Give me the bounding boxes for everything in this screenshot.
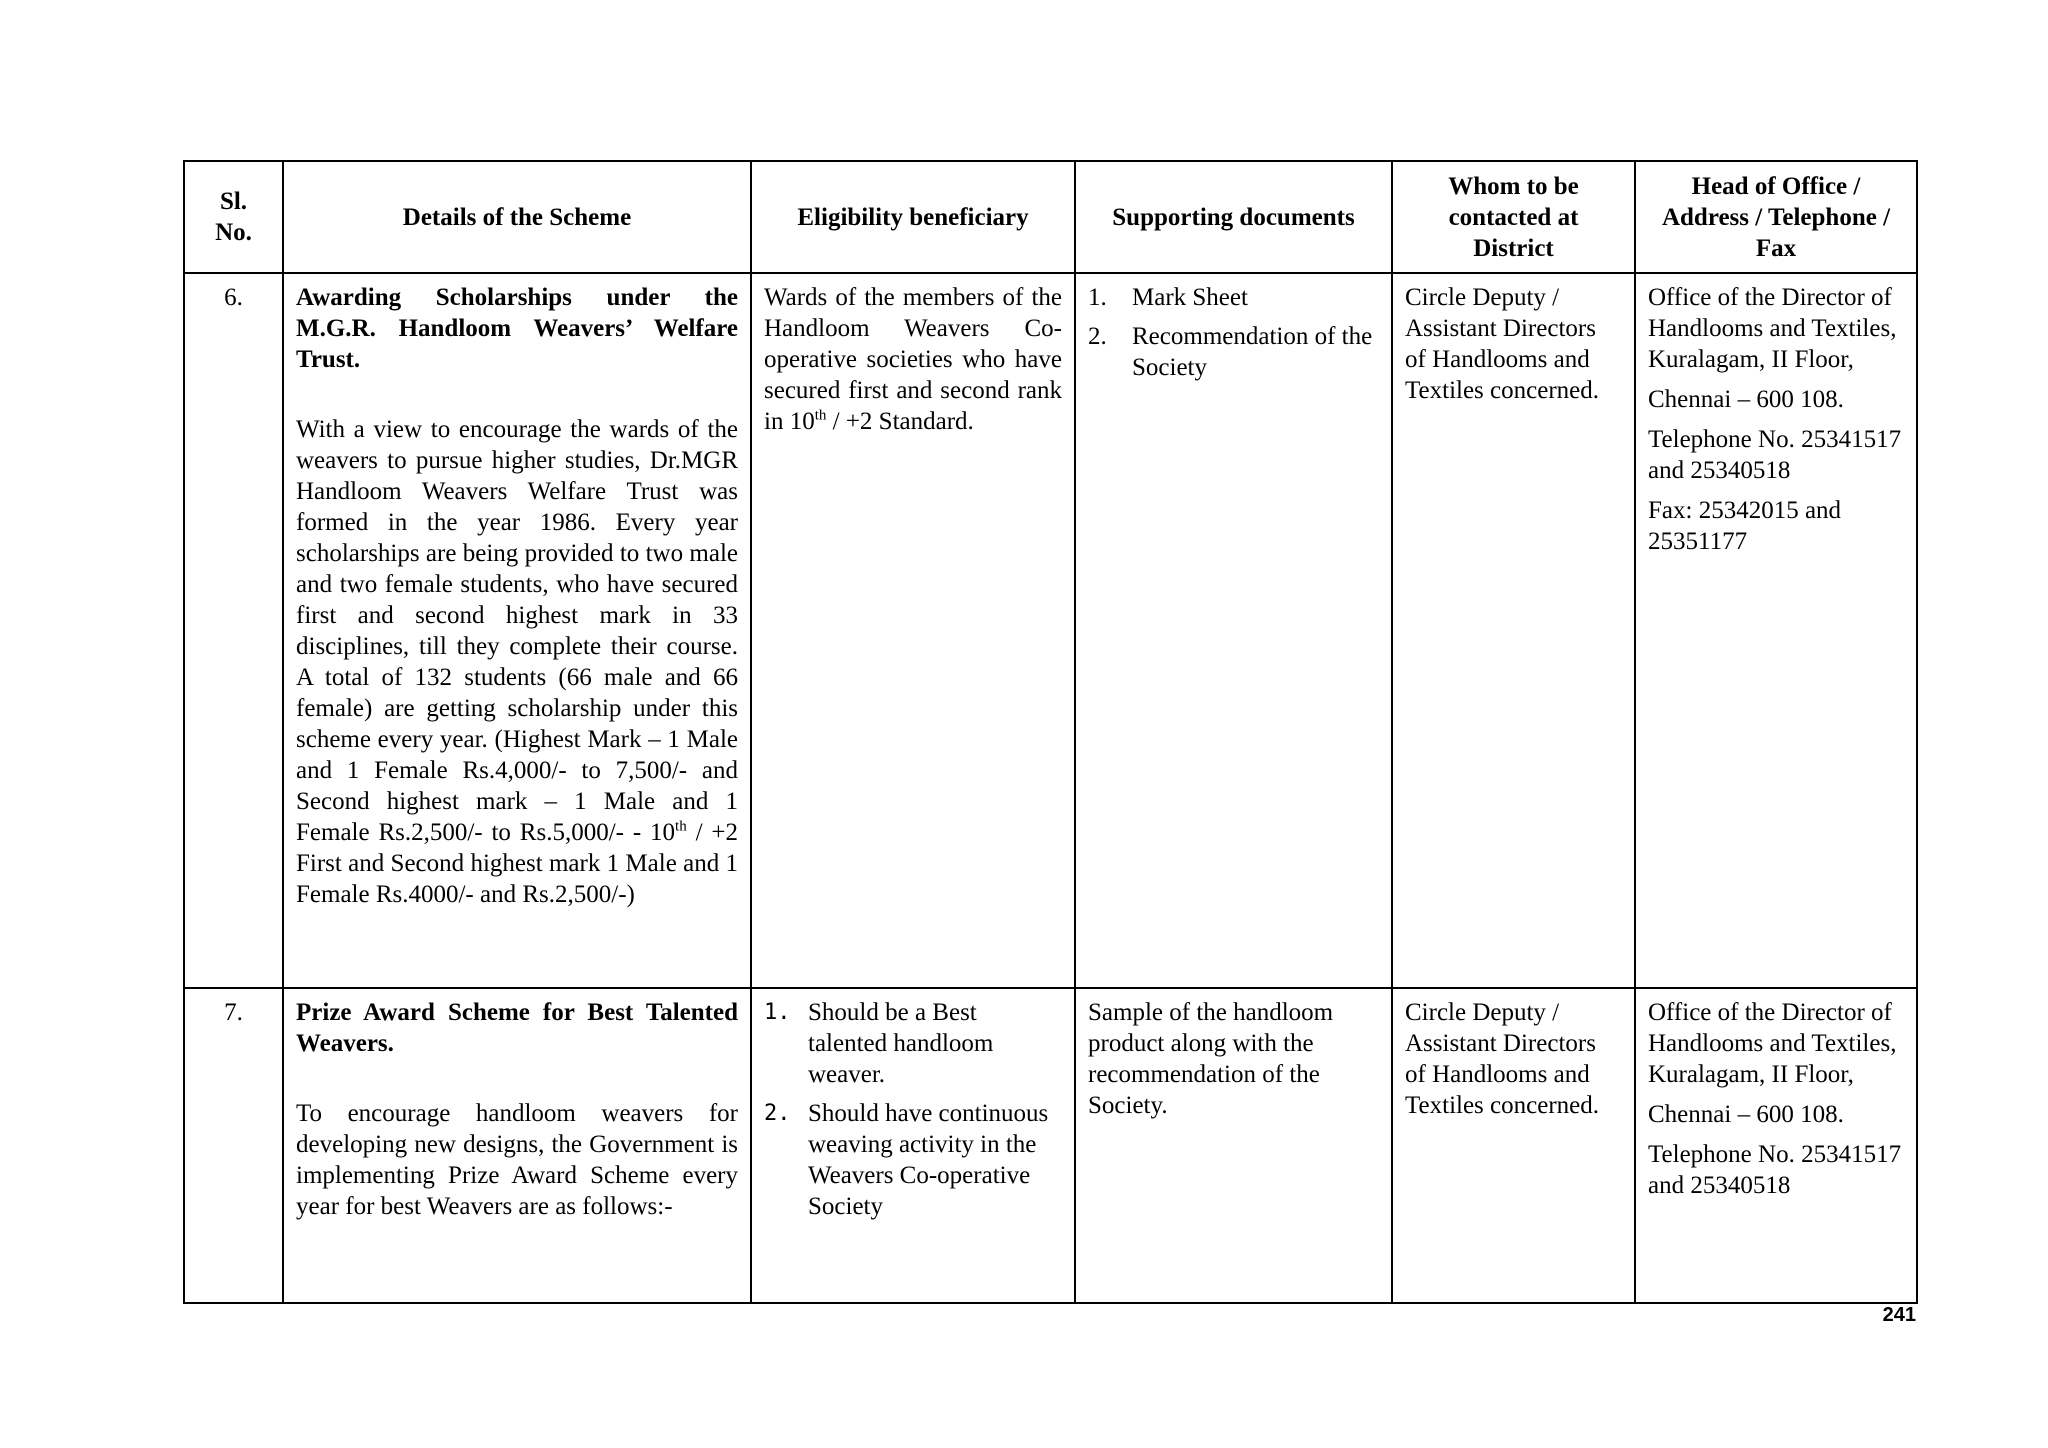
- table-row: [184, 988, 1917, 1303]
- header-row: [184, 161, 1917, 273]
- office-city: Chennai – 600 108.: [1648, 386, 1844, 413]
- list-item: 2. Recommendation of the Society: [1088, 323, 1373, 381]
- contact-district: Circle Deputy / Assistant Directors of Handlooms and Textiles concerned.: [1392, 273, 1635, 988]
- header-documents: Supporting documents: [1075, 161, 1392, 273]
- contact-district: Circle Deputy / Assistant Directors of Handlooms and Textiles concerned.: [1392, 988, 1635, 1303]
- office-telephone: Telephone No. 25341517 and 25340518: [1648, 426, 1902, 484]
- header-details: Details of the Scheme: [283, 161, 751, 273]
- page-number: 241: [1882, 1304, 1916, 1326]
- office-telephone: Telephone No. 25341517 and 25340518: [1648, 1141, 1902, 1199]
- scheme-description: To encourage handloom weavers for developing new designs, the Government is implementing Prize Award Scheme every year for best Weavers are as follows:-: [296, 1100, 738, 1220]
- supporting-documents: [1075, 273, 1392, 988]
- eligibility-text: Wards of the members of the Handloom Weavers Co-operative societies who have secured first and second rank in 10th / +2 Standard.: [751, 273, 1075, 988]
- head-of-office: [1635, 273, 1917, 988]
- scheme-details: [283, 273, 751, 988]
- scheme-title: Awarding Scholarships under the M.G.R. Handloom Weavers’ Welfare Trust.: [296, 284, 738, 373]
- row-sl-no: 6.: [184, 273, 283, 988]
- header-head-of-office: Head of Office / Address / Telephone / Fax: [1635, 161, 1917, 273]
- head-of-office: [1635, 988, 1917, 1303]
- office-fax: Fax: 25342015 and 25351177: [1648, 497, 1842, 555]
- scheme-title: Prize Award Scheme for Best Talented Weavers.: [296, 999, 738, 1057]
- eligibility-list: [751, 988, 1075, 1303]
- row-sl-no: 7.: [184, 988, 283, 1303]
- office-city: Chennai – 600 108.: [1648, 1101, 1844, 1128]
- list-item: 2. Should have continuous weaving activity in the Weavers Co-operative Society: [764, 1100, 1049, 1220]
- scheme-description: With a view to encourage the wards of the weavers to pursue higher studies, Dr.MGR Handloom Weavers Welfare Trust was formed in the year 1986. Every year scholarships are being provided to two male and two female students, who have secured first and second highest mark in 33 disciplines, till they complete their course. A total of 132 students (66 male and 66 female) are getting scholarship under this scheme every year. (Highest Mark – 1 Male and 1 Female Rs.4,000/- to 7,500/- and Second highest mark – 1 Male and 1 Female Rs.2,500/- to Rs.5,000/- - 10th / +2 First and Second highest mark 1 Male and 1 Female Rs.4000/- and Rs.2,500/-): [296, 416, 738, 908]
- office-address: Office of the Director of Handlooms and Textiles, Kuralagam, II Floor,: [1648, 284, 1897, 373]
- scheme-details: [283, 988, 751, 1303]
- office-address: Office of the Director of Handlooms and Textiles, Kuralagam, II Floor,: [1648, 999, 1897, 1088]
- header-sl-no: Sl. No.: [184, 161, 283, 273]
- header-whom: Whom to be contacted at District: [1392, 161, 1635, 273]
- list-item: 1. Mark Sheet: [1088, 284, 1248, 311]
- supporting-documents: Sample of the handloom product along with the recommendation of the Society.: [1075, 988, 1392, 1303]
- scheme-table: [183, 160, 1918, 1304]
- table-row: [184, 273, 1917, 988]
- list-item: 1. Should be a Best talented handloom weaver.: [764, 999, 994, 1088]
- header-eligibility: Eligibility beneficiary: [751, 161, 1075, 273]
